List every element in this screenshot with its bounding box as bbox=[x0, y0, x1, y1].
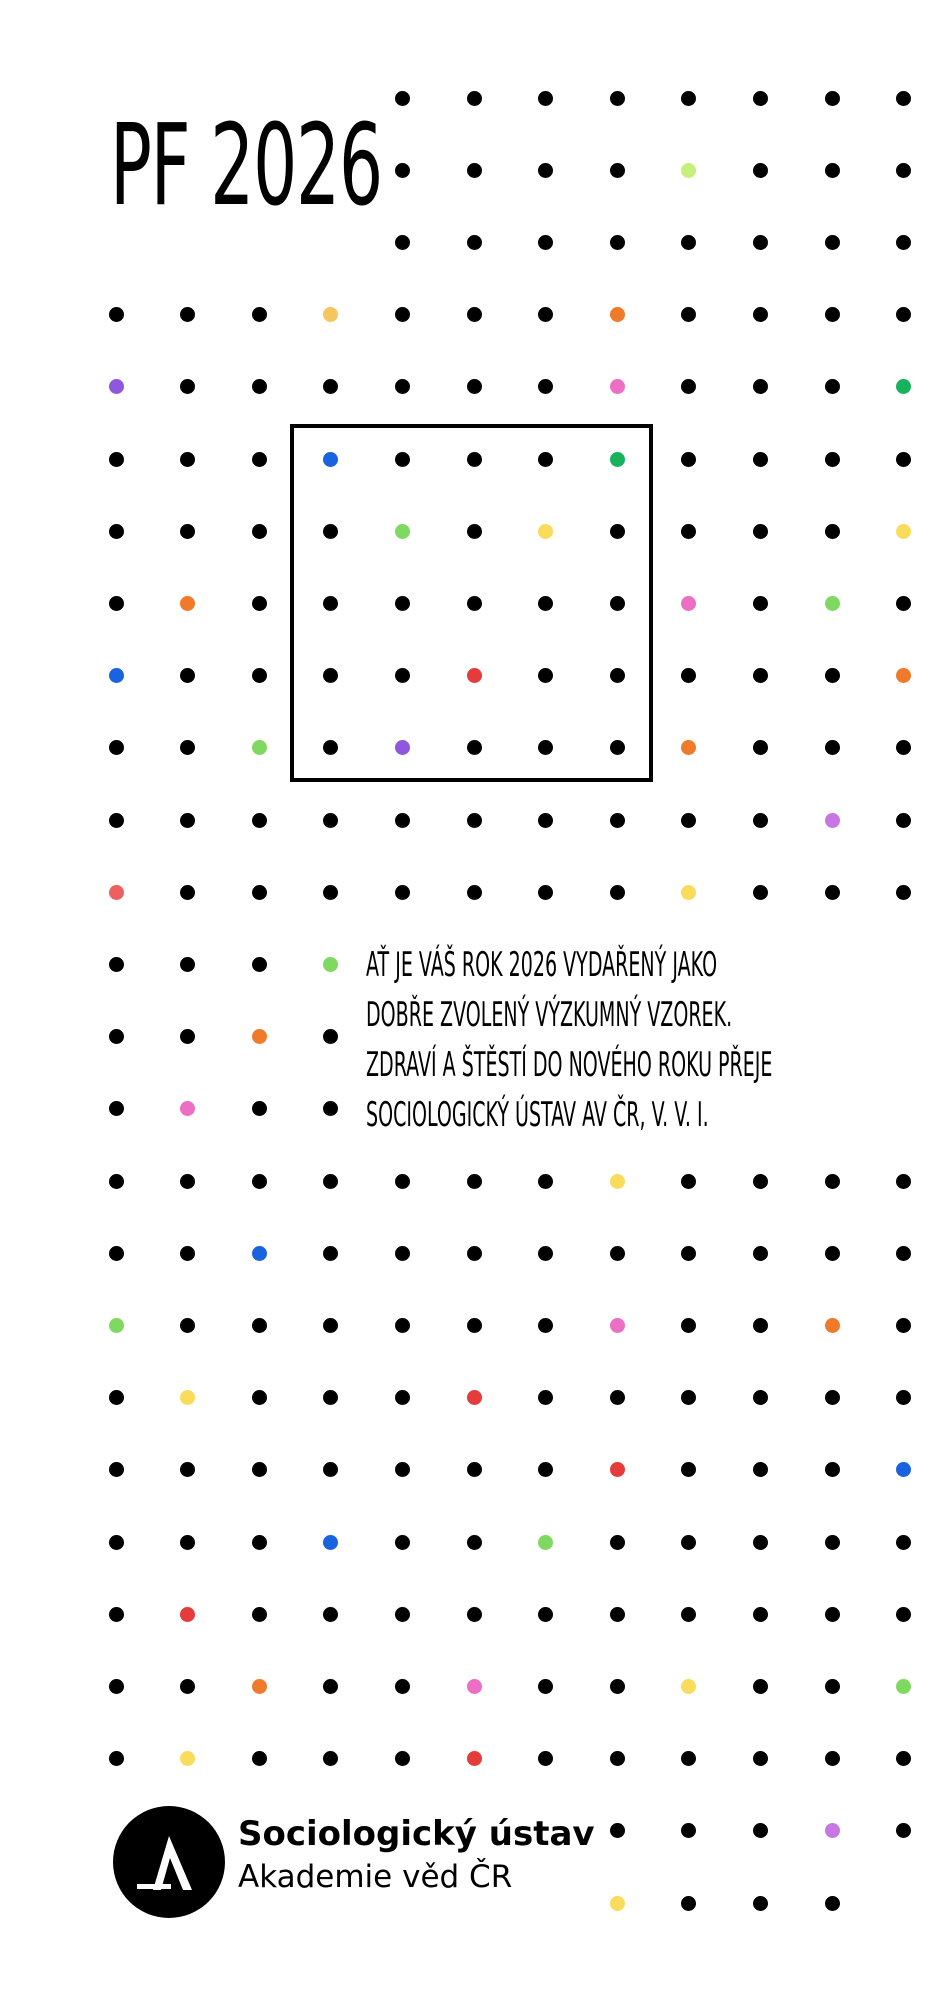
dot bbox=[896, 307, 911, 322]
dot bbox=[681, 1462, 696, 1477]
dot bbox=[395, 1390, 410, 1405]
dot bbox=[753, 524, 768, 539]
dot bbox=[753, 1246, 768, 1261]
dot bbox=[681, 1679, 696, 1694]
dot bbox=[610, 813, 625, 828]
dot bbox=[896, 91, 911, 106]
dot bbox=[323, 1751, 338, 1766]
organization-subtitle: Akademie věd ČR bbox=[238, 1859, 513, 1895]
dot bbox=[538, 1751, 553, 1766]
dot bbox=[395, 379, 410, 394]
dot bbox=[681, 307, 696, 322]
dot bbox=[252, 957, 267, 972]
dot bbox=[252, 1246, 267, 1261]
dot bbox=[753, 596, 768, 611]
dot bbox=[252, 1751, 267, 1766]
dot bbox=[825, 740, 840, 755]
dot bbox=[538, 379, 553, 394]
dot bbox=[681, 1607, 696, 1622]
dot bbox=[109, 524, 124, 539]
dot bbox=[323, 885, 338, 900]
dot bbox=[467, 91, 482, 106]
dot bbox=[395, 163, 410, 178]
dot bbox=[825, 1823, 840, 1838]
dot bbox=[323, 813, 338, 828]
dot bbox=[180, 740, 195, 755]
page-title: PF 2026 bbox=[110, 101, 382, 231]
dot bbox=[323, 1390, 338, 1405]
dot bbox=[252, 1607, 267, 1622]
dot bbox=[538, 813, 553, 828]
dot bbox=[252, 1679, 267, 1694]
dot bbox=[538, 163, 553, 178]
dot bbox=[753, 740, 768, 755]
dot bbox=[610, 91, 625, 106]
dot bbox=[180, 1751, 195, 1766]
dot bbox=[825, 1246, 840, 1261]
dot bbox=[681, 596, 696, 611]
dot bbox=[252, 1174, 267, 1189]
dot bbox=[538, 91, 553, 106]
dot bbox=[896, 235, 911, 250]
dot bbox=[753, 1318, 768, 1333]
dot bbox=[753, 1535, 768, 1550]
dot bbox=[180, 379, 195, 394]
dot bbox=[109, 1607, 124, 1622]
dot bbox=[610, 1318, 625, 1333]
dot bbox=[896, 1607, 911, 1622]
dot bbox=[681, 740, 696, 755]
dot bbox=[610, 1535, 625, 1550]
dot bbox=[896, 596, 911, 611]
dot bbox=[467, 1751, 482, 1766]
dot bbox=[681, 1318, 696, 1333]
dot bbox=[395, 1535, 410, 1550]
dot bbox=[109, 307, 124, 322]
dot bbox=[395, 1607, 410, 1622]
dot bbox=[538, 1318, 553, 1333]
dot bbox=[252, 307, 267, 322]
dot bbox=[896, 1679, 911, 1694]
dot bbox=[681, 1751, 696, 1766]
dot bbox=[825, 1462, 840, 1477]
dot bbox=[395, 885, 410, 900]
dot bbox=[467, 235, 482, 250]
dot bbox=[395, 1462, 410, 1477]
dot bbox=[180, 1679, 195, 1694]
dot bbox=[252, 740, 267, 755]
dot bbox=[323, 1029, 338, 1044]
dot bbox=[896, 740, 911, 755]
dot bbox=[610, 1390, 625, 1405]
dot bbox=[896, 668, 911, 683]
dot bbox=[180, 452, 195, 467]
dot bbox=[323, 379, 338, 394]
dot bbox=[467, 307, 482, 322]
dot bbox=[467, 1318, 482, 1333]
dot bbox=[825, 1535, 840, 1550]
dot bbox=[538, 307, 553, 322]
dot bbox=[825, 1390, 840, 1405]
greeting-line: DOBŘE ZVOLENÝ VÝZKUMNÝ VZOREK. bbox=[366, 995, 733, 1035]
dot bbox=[323, 1462, 338, 1477]
dot bbox=[610, 1174, 625, 1189]
dot bbox=[753, 813, 768, 828]
dot bbox=[109, 596, 124, 611]
dot bbox=[610, 1823, 625, 1838]
dot bbox=[467, 163, 482, 178]
dot bbox=[252, 1462, 267, 1477]
dot bbox=[681, 235, 696, 250]
greeting-line: AŤ JE VÁŠ ROK 2026 VYDAŘENÝ JAKO bbox=[366, 945, 718, 985]
dot bbox=[896, 1318, 911, 1333]
dot bbox=[825, 307, 840, 322]
dot bbox=[681, 524, 696, 539]
dot bbox=[109, 1535, 124, 1550]
dot bbox=[610, 1751, 625, 1766]
dot bbox=[681, 1174, 696, 1189]
dot bbox=[180, 957, 195, 972]
dot bbox=[323, 1535, 338, 1550]
dot bbox=[252, 1318, 267, 1333]
dot bbox=[896, 1823, 911, 1838]
dot bbox=[825, 235, 840, 250]
dot bbox=[610, 1679, 625, 1694]
dot bbox=[753, 163, 768, 178]
dot bbox=[323, 957, 338, 972]
dot bbox=[681, 813, 696, 828]
dot bbox=[252, 1101, 267, 1116]
dot bbox=[896, 1246, 911, 1261]
organization-name: Sociologický ústav bbox=[238, 1814, 595, 1854]
dot bbox=[467, 885, 482, 900]
dot bbox=[252, 885, 267, 900]
dot bbox=[825, 1174, 840, 1189]
dot bbox=[323, 1607, 338, 1622]
dot bbox=[109, 1101, 124, 1116]
dot bbox=[681, 885, 696, 900]
greeting-line: ZDRAVÍ A ŠTĚSTÍ DO NOVÉHO ROKU PŘEJE bbox=[366, 1045, 773, 1085]
dot bbox=[180, 1246, 195, 1261]
dot bbox=[252, 1029, 267, 1044]
dot bbox=[825, 1318, 840, 1333]
dot bbox=[681, 1246, 696, 1261]
dot bbox=[467, 1174, 482, 1189]
dot bbox=[681, 1896, 696, 1911]
dot bbox=[109, 885, 124, 900]
dot bbox=[323, 1679, 338, 1694]
dot bbox=[252, 524, 267, 539]
dot bbox=[180, 1462, 195, 1477]
dot bbox=[538, 1679, 553, 1694]
dot bbox=[538, 235, 553, 250]
dot bbox=[180, 668, 195, 683]
dot bbox=[180, 1318, 195, 1333]
dot bbox=[538, 1390, 553, 1405]
dot bbox=[395, 1318, 410, 1333]
dot bbox=[681, 1390, 696, 1405]
dot bbox=[109, 1318, 124, 1333]
dot bbox=[180, 596, 195, 611]
dot bbox=[467, 1462, 482, 1477]
dot bbox=[538, 1535, 553, 1550]
dot bbox=[610, 1607, 625, 1622]
dot bbox=[896, 1390, 911, 1405]
dot bbox=[467, 1679, 482, 1694]
dot bbox=[753, 1679, 768, 1694]
dot bbox=[252, 1535, 267, 1550]
dot bbox=[825, 813, 840, 828]
greeting-message bbox=[366, 940, 870, 1140]
dot bbox=[825, 596, 840, 611]
dot bbox=[252, 813, 267, 828]
dot bbox=[538, 1174, 553, 1189]
dot bbox=[252, 1390, 267, 1405]
dot bbox=[681, 163, 696, 178]
dot bbox=[825, 1679, 840, 1694]
dot bbox=[323, 307, 338, 322]
dot bbox=[896, 1174, 911, 1189]
dot bbox=[180, 1101, 195, 1116]
dot bbox=[896, 524, 911, 539]
dot bbox=[753, 379, 768, 394]
greeting-line: SOCIOLOGICKÝ ÚSTAV AV ČR, V. V. I. bbox=[366, 1095, 709, 1135]
organization-block bbox=[238, 1812, 595, 1898]
dot bbox=[825, 163, 840, 178]
dot bbox=[109, 452, 124, 467]
dot bbox=[681, 668, 696, 683]
dot bbox=[395, 307, 410, 322]
dot bbox=[109, 957, 124, 972]
dot bbox=[180, 1535, 195, 1550]
dot bbox=[753, 1390, 768, 1405]
dot bbox=[753, 1607, 768, 1622]
dot bbox=[753, 885, 768, 900]
dot bbox=[896, 163, 911, 178]
dot bbox=[467, 1246, 482, 1261]
dot bbox=[538, 885, 553, 900]
dot bbox=[681, 91, 696, 106]
dot bbox=[109, 1246, 124, 1261]
dot bbox=[109, 1462, 124, 1477]
dot bbox=[180, 307, 195, 322]
dot bbox=[538, 1246, 553, 1261]
dot bbox=[610, 1246, 625, 1261]
dot bbox=[180, 524, 195, 539]
dot bbox=[109, 1679, 124, 1694]
dot bbox=[753, 235, 768, 250]
dot bbox=[681, 379, 696, 394]
dot bbox=[681, 452, 696, 467]
dot bbox=[180, 1174, 195, 1189]
dot bbox=[538, 1462, 553, 1477]
dot bbox=[395, 1679, 410, 1694]
dot bbox=[467, 1535, 482, 1550]
dot bbox=[395, 1246, 410, 1261]
dot bbox=[896, 1535, 911, 1550]
dot bbox=[109, 1029, 124, 1044]
dot bbox=[825, 1607, 840, 1622]
dot bbox=[109, 740, 124, 755]
dot bbox=[753, 1462, 768, 1477]
dot bbox=[825, 1896, 840, 1911]
dot bbox=[896, 452, 911, 467]
dot bbox=[610, 379, 625, 394]
dot bbox=[753, 1174, 768, 1189]
dot bbox=[825, 91, 840, 106]
dot bbox=[252, 452, 267, 467]
dot bbox=[753, 1751, 768, 1766]
dot bbox=[323, 1174, 338, 1189]
dot bbox=[395, 235, 410, 250]
dot bbox=[180, 1390, 195, 1405]
dot bbox=[610, 1462, 625, 1477]
dot bbox=[610, 307, 625, 322]
dot bbox=[180, 1607, 195, 1622]
dot bbox=[109, 813, 124, 828]
dot bbox=[467, 379, 482, 394]
dot bbox=[610, 163, 625, 178]
dot bbox=[896, 1462, 911, 1477]
dot bbox=[896, 885, 911, 900]
dot bbox=[681, 1823, 696, 1838]
dot bbox=[109, 379, 124, 394]
dot bbox=[681, 1535, 696, 1550]
dot bbox=[323, 1318, 338, 1333]
dot bbox=[896, 1751, 911, 1766]
dot bbox=[395, 91, 410, 106]
dot bbox=[180, 813, 195, 828]
dot bbox=[753, 1896, 768, 1911]
dot bbox=[395, 1751, 410, 1766]
dot bbox=[825, 379, 840, 394]
dot bbox=[753, 668, 768, 683]
dot bbox=[896, 379, 911, 394]
dot bbox=[109, 1751, 124, 1766]
dot bbox=[395, 813, 410, 828]
dot bbox=[753, 307, 768, 322]
dot bbox=[753, 1823, 768, 1838]
dot bbox=[825, 524, 840, 539]
dot bbox=[825, 452, 840, 467]
dot bbox=[252, 379, 267, 394]
dot bbox=[109, 1174, 124, 1189]
dot bbox=[252, 668, 267, 683]
academy-logo-icon bbox=[113, 1806, 225, 1918]
dot bbox=[825, 1751, 840, 1766]
dot bbox=[109, 668, 124, 683]
dot bbox=[538, 1607, 553, 1622]
dot bbox=[825, 668, 840, 683]
dot bbox=[180, 1029, 195, 1044]
sample-frame bbox=[290, 424, 653, 782]
dot bbox=[180, 885, 195, 900]
dot bbox=[252, 596, 267, 611]
dot bbox=[825, 885, 840, 900]
dot bbox=[467, 1390, 482, 1405]
dot bbox=[109, 1390, 124, 1405]
dot bbox=[467, 813, 482, 828]
dot bbox=[753, 91, 768, 106]
dot bbox=[610, 885, 625, 900]
dot bbox=[610, 235, 625, 250]
academy-a-logo-icon bbox=[113, 1806, 225, 1918]
dot bbox=[467, 1607, 482, 1622]
dot bbox=[753, 452, 768, 467]
dot bbox=[610, 1896, 625, 1911]
dot bbox=[896, 813, 911, 828]
dot bbox=[323, 1246, 338, 1261]
dot bbox=[395, 1174, 410, 1189]
dot bbox=[323, 1101, 338, 1116]
